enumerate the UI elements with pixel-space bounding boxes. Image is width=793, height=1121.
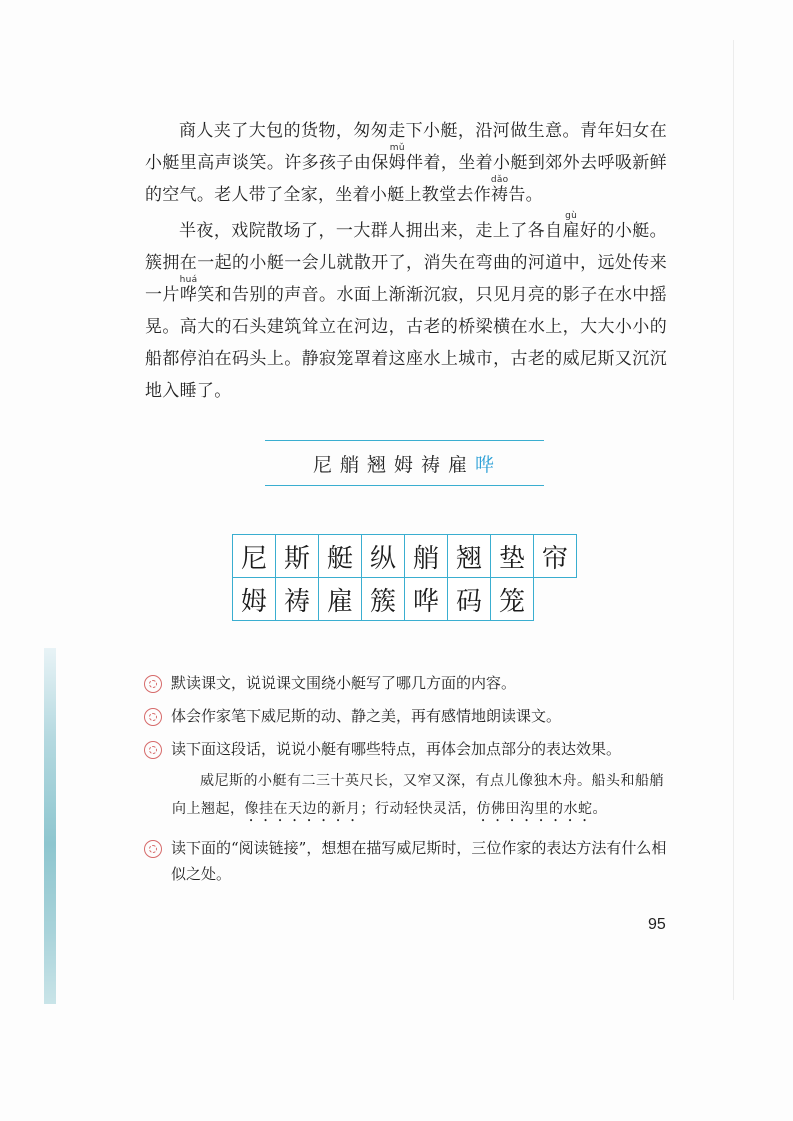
exercise-bullet-icon [144, 708, 162, 726]
write-char-cell: 纵 [361, 534, 405, 578]
pinyin-mu: 姆mǔ [388, 143, 407, 173]
write-char-cell: 簇 [361, 577, 405, 621]
text-passage [145, 115, 667, 407]
quoted-passage: 威尼斯的小艇有二三十英尺长，又窄又深，有点儿像独木舟。船头和船艄向上翘起，像挂在天边的新月；行动轻快灵活，仿佛田沟里的水蛇。 [172, 773, 664, 817]
write-char-cell: 尼 [232, 534, 276, 578]
writing-character-grid [233, 535, 577, 621]
pinyin-hua: 哗huá [179, 275, 198, 305]
emphasis-dotted: 仿佛田沟里的水蛇 [476, 801, 593, 817]
write-char-cell: 笼 [490, 577, 534, 621]
recognize-characters-box [265, 440, 544, 486]
write-char-cell: 码 [447, 577, 491, 621]
exercise-bullet-icon [144, 741, 162, 759]
write-char-cell: 艇 [318, 534, 362, 578]
write-char-cell: 祷 [275, 577, 319, 621]
recognize-char: 艄 [339, 453, 361, 476]
recognize-char-highlight: 哗 [475, 453, 497, 476]
exercise-bullet-icon [144, 840, 162, 858]
exercise-bullet-icon [144, 675, 162, 693]
recognize-char: 雇 [448, 453, 470, 476]
pinyin-gu: 雇gù [562, 211, 580, 241]
write-char-cell: 艄 [404, 534, 448, 578]
pinyin-dao: 祷dǎo [490, 175, 509, 205]
emphasis-dotted: 像挂在天边的新月 [244, 801, 361, 817]
side-decoration-strip [44, 648, 56, 1004]
recognize-char: 尼 [312, 453, 334, 476]
exercise-item-4: 读下面的“阅读链接”，想想在描写威尼斯时，三位作家的表达方法有什么相似之处。 [144, 835, 674, 887]
write-char-cell: 雇 [318, 577, 362, 621]
write-char-cell: 姆 [232, 577, 276, 621]
exercise-item-2: 体会作家笔下威尼斯的动、静之美，再有感情地朗读课文。 [144, 703, 674, 729]
exercise-item-3: 读下面这段话，说说小艇有哪些特点，再体会加点部分的表达效果。 [144, 736, 674, 762]
write-char-cell: 帘 [533, 534, 577, 578]
paragraph-1: 商人夹了大包的货物，匆匆走下小艇，沿河做生意。青年妇女在小艇里高声谈笑。许多孩子由保姆mǔ伴着，坐着小艇到郊外去呼吸新鲜的空气。老人带了全家，坐着小艇上教堂去作祷dǎo告。 [145, 121, 667, 205]
recognize-char: 姆 [393, 453, 415, 476]
grid-row-1 [233, 535, 577, 578]
page-number: 95 [648, 916, 666, 933]
write-char-cell: 斯 [275, 534, 319, 578]
recognize-char: 翘 [366, 453, 388, 476]
exercise-list [144, 670, 674, 894]
write-char-cell: 翘 [447, 534, 491, 578]
write-char-cell: 哗 [404, 577, 448, 621]
write-char-cell: 垫 [490, 534, 534, 578]
recognize-char: 祷 [421, 453, 443, 476]
grid-row-2 [233, 578, 577, 621]
exercise-item-1: 默读课文，说说课文围绕小艇写了哪几方面的内容。 [144, 670, 674, 696]
page-edge-line [733, 40, 734, 1000]
paragraph-2: 半夜，戏院散场了，一大群人拥出来，走上了各自雇gù好的小艇。簇拥在一起的小艇一会儿就散开了，消失在弯曲的河道中，远处传来一片哗huá笑和告别的声音。水面上渐渐沉寂，只见月亮的影子在水中摇晃。高大的石头建筑耸立在河边，古老的桥梁横在水上，大大小小的船都停泊在码头上。静寂笼罩着这座水上城市，古老的威尼斯又沉沉地入睡了。 [145, 211, 667, 401]
